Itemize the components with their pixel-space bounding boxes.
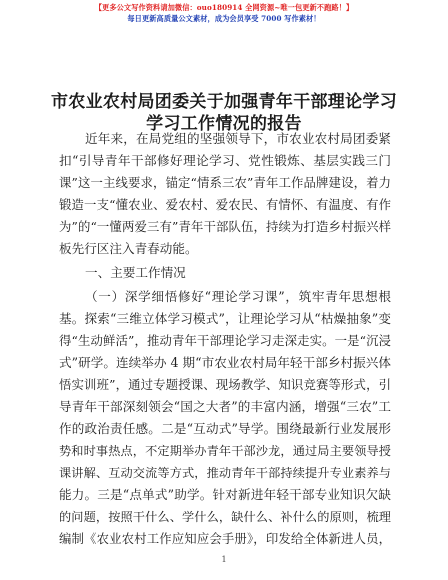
paragraph-line: 基。探索“三维立体学习模式”，让理论学习从“枯燥抽象”变: [59, 311, 391, 326]
paragraph-line: 作的政治责任感。二是“互动式”导学。围绕最新行业发展形: [59, 421, 391, 436]
title-line-2: 学习工作情况的报告: [146, 114, 302, 134]
paragraph-line: 得“生动鲜活”，推动青年干部理论学习走深走实。一是“沉浸: [59, 333, 391, 348]
paragraph-line: 近年来，在局党组的坚强领导下，市农业农村局团委紧: [85, 131, 391, 146]
paragraph-line: 课讲解、互动交流等方式，推动青年干部持续提升专业素养与: [59, 466, 391, 480]
subsection-heading-line: （一）深学细悟修好“理论学习课”，筑牢青年思想根: [85, 289, 391, 304]
page-number: 1: [221, 555, 227, 564]
banner-line-2: 每日更新高质量公文素材，成为会员享受 7000 写作素材！: [127, 14, 321, 23]
paragraph-line: 式”研学。连续举办 4 期“市农业农村局年轻干部乡村振兴体: [59, 355, 391, 370]
paragraph-line: 锻造一支“懂农业、爱农村、爱农民、有情怀、有温度、有作: [59, 197, 391, 212]
banner-line-1: 【更多公文写作资料请加微信：ouo180914 全网资源~唯一包更新不跑路！】: [94, 3, 354, 12]
paragraph-line: 导青年干部深刻领会“国之大者”的丰富内涵，增强“三农”工: [59, 399, 391, 414]
title-line-1: 市农业农村局团委关于加强青年干部理论学习: [51, 92, 397, 112]
section-heading: 一、主要工作情况: [85, 265, 186, 280]
paragraph-line: 扣“引导青年干部修好理论学习、党性锻炼、基层实践三门: [59, 153, 391, 168]
paragraph-line: 能力。三是“点单式”助学。针对新进年轻干部专业知识欠缺: [59, 487, 391, 502]
paragraph-line: 悟实训班”，通过专题授课、现场教学、知识竞赛等形式，引: [59, 377, 391, 392]
paragraph-line: 编制《农业农村工作应知应会手册》，印发给全体新进人员，: [59, 531, 391, 546]
paragraph-line: 势和时事热点，不定期举办青年干部沙龙，通过局主要领导授: [59, 444, 391, 458]
paragraph-line: 板先行区注入青春动能。: [59, 241, 198, 256]
paragraph-line: 为”的“一懂两爱三有”青年干部队伍，持续为打造乡村振兴样: [59, 219, 391, 234]
paragraph-line: 课”这一主线要求，锚定“情系三农”青年工作品牌建设，着力: [59, 175, 391, 190]
paragraph-line: 的问题，按照干什么、学什么，缺什么、补什么的原则，梳理: [59, 510, 391, 524]
